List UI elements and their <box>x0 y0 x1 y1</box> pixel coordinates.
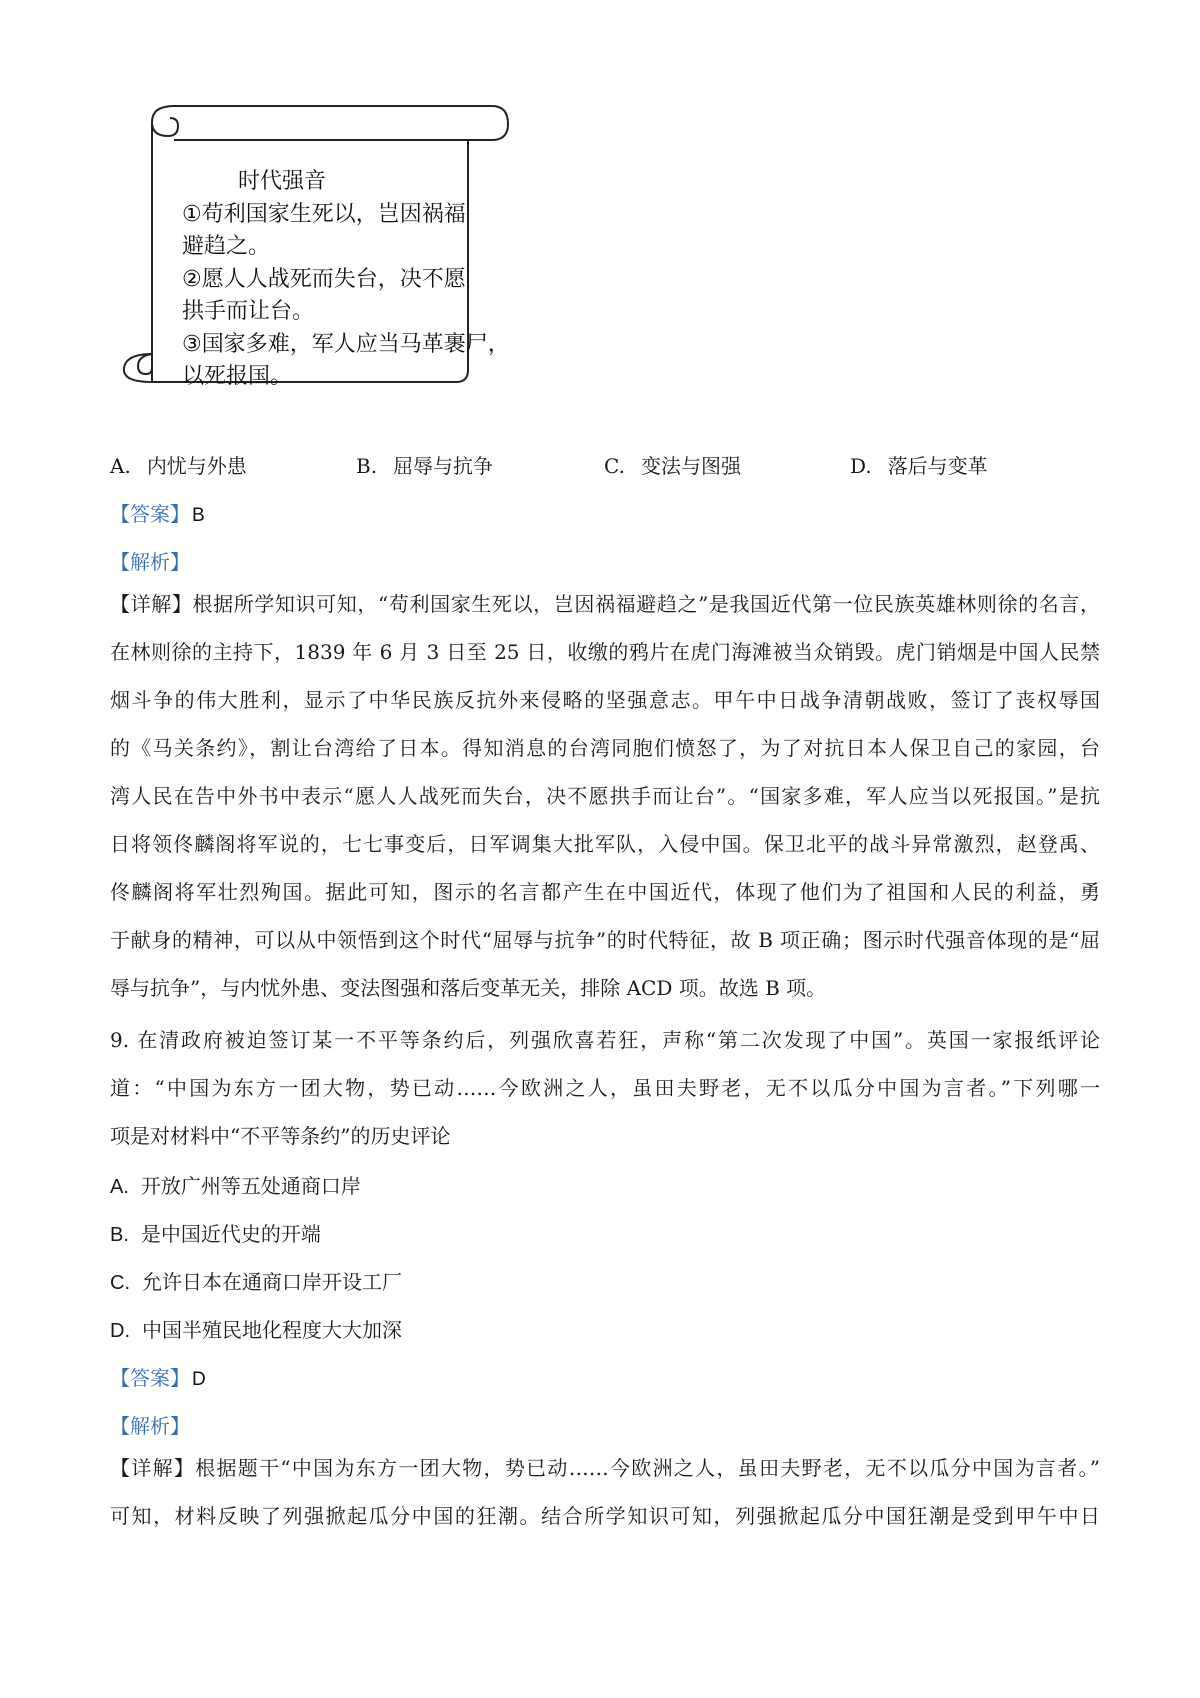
option-letter: A. <box>110 1176 129 1198</box>
detail-line: 日将领佟麟阁将军说的，七七事变后，日军调集大批军队，入侵中国。保卫北平的战斗异常激烈，赵登禹、 <box>110 832 1100 856</box>
detail-line: 烟斗争的伟大胜利，显示了中华民族反抗外来侵略的坚强意志。甲午中日战争清朝战败，签订了丧权辱国 <box>110 688 1100 712</box>
option-text: 允许日本在通商口岸开设工厂 <box>142 1270 402 1294</box>
detail-line: 于献身的精神，可以从中领悟到这个时代“屈辱与抗争”的时代特征，故 B 项正确；图示时代强音体现的是“屈 <box>110 928 1100 952</box>
q9-option-c <box>110 1266 402 1295</box>
analysis-label: 【解析】 <box>110 1414 190 1438</box>
option-letter: D. <box>850 454 872 478</box>
option-letter: A. <box>110 454 131 478</box>
option-text: 中国半殖民地化程度大大加深 <box>142 1318 402 1342</box>
q8-option-d <box>850 450 988 479</box>
scroll-text <box>182 166 542 394</box>
detail-line: 【详解】根据所学知识可知，“苟利国家生死以，岂因祸福避趋之”是我国近代第一位民族英雄林则徐的名言， <box>110 592 1101 616</box>
option-text: 变法与图强 <box>640 454 741 478</box>
option-text: 开放广州等五处通商口岸 <box>140 1174 361 1198</box>
q9-stem <box>110 1016 1100 1160</box>
detail-label: 【详解】 <box>110 1456 196 1480</box>
scroll-line: ②愿人人战死而失台，决不愿 <box>182 266 466 292</box>
q8-option-c <box>604 450 741 479</box>
q8-answer <box>110 498 1100 527</box>
scroll-line: 以死报国。 <box>182 364 293 389</box>
answer-label: 【答案】 <box>110 502 190 526</box>
option-text: 落后与变革 <box>887 454 988 478</box>
q9-stem-line: 9. 在清政府被迫签订某一不平等条约后，列强欣喜若狂，声称“第二次发现了中国”。英国一家报纸评论 <box>110 1028 1100 1052</box>
q9-stem-line: 道：“中国为东方一团大物，势已动……今欧洲之人，虽田夫野老，无不以瓜分中国为言者。”下列哪一 <box>110 1076 1100 1100</box>
q9-detail <box>110 1444 1100 1540</box>
q8-analysis <box>110 546 1100 575</box>
answer-value: B <box>192 505 205 526</box>
answer-value: D <box>192 1369 206 1390</box>
scroll-title: 时代强音 <box>238 169 327 194</box>
q9-option-d <box>110 1314 402 1343</box>
detail-label: 【详解】 <box>110 592 193 616</box>
scroll-line: ①苟利国家生死以，岂因祸福 <box>182 201 466 227</box>
q8-options <box>110 450 1110 486</box>
option-letter: B. <box>356 454 378 478</box>
q9-analysis <box>110 1410 1100 1439</box>
detail-line: 可知，材料反映了列强掀起瓜分中国的狂潮。结合所学知识可知，列强掀起瓜分中国狂潮是受到甲午中日 <box>110 1504 1100 1528</box>
scroll-line: 避趋之。 <box>182 234 271 259</box>
analysis-label: 【解析】 <box>110 550 190 574</box>
q8-detail <box>110 580 1100 1012</box>
option-text: 内忧与外患 <box>146 454 247 478</box>
option-text: 屈辱与抗争 <box>393 454 494 478</box>
scroll-illustration <box>112 100 556 430</box>
scroll-line: 拱手而让台。 <box>182 299 315 324</box>
q8-option-a <box>110 450 247 479</box>
q9-option-b <box>110 1218 321 1247</box>
scroll-line: ③国家多难，军人应当马革裹尸， <box>182 331 510 357</box>
option-letter: B. <box>110 1224 129 1246</box>
option-text: 是中国近代史的开端 <box>140 1222 321 1246</box>
detail-line: 湾人民在告中外书中表示“愿人人战死而失台，决不愿拱手而让台”。“国家多难，军人应当以死报国。”是抗 <box>110 784 1100 808</box>
q8-option-b <box>356 450 493 479</box>
q9-answer <box>110 1362 1100 1391</box>
q9-stem-line: 项是对材料中“不平等条约”的历史评论 <box>110 1124 451 1148</box>
detail-line: 的《马关条约》，割让台湾给了日本。得知消息的台湾同胞们愤怒了，为了对抗日本人保卫自己的家园，台 <box>110 736 1100 760</box>
option-letter: D. <box>110 1320 130 1342</box>
detail-line: 辱与抗争”，与内忧外患、变法图强和落后变革无关，排除 ACD 项。故选 B 项。 <box>110 976 827 1000</box>
answer-label: 【答案】 <box>110 1366 190 1390</box>
q9-option-a <box>110 1170 361 1199</box>
detail-line: 在林则徐的主持下，1839 年 6 月 3 日至 25 日，收缴的鸦片在虎门海滩被当众销毁。虎门销烟是中国人民禁 <box>110 640 1100 664</box>
detail-line: 佟麟阁将军壮烈殉国。据此可知，图示的名言都产生在中国近代，体现了他们为了祖国和人民的利益，勇 <box>110 880 1100 904</box>
detail-line: 【详解】根据题干“中国为东方一团大物，势已动……今欧洲之人，虽田夫野老，无不以瓜分中国为言者。” <box>110 1456 1101 1480</box>
option-letter: C. <box>110 1272 130 1294</box>
option-letter: C. <box>604 454 625 478</box>
